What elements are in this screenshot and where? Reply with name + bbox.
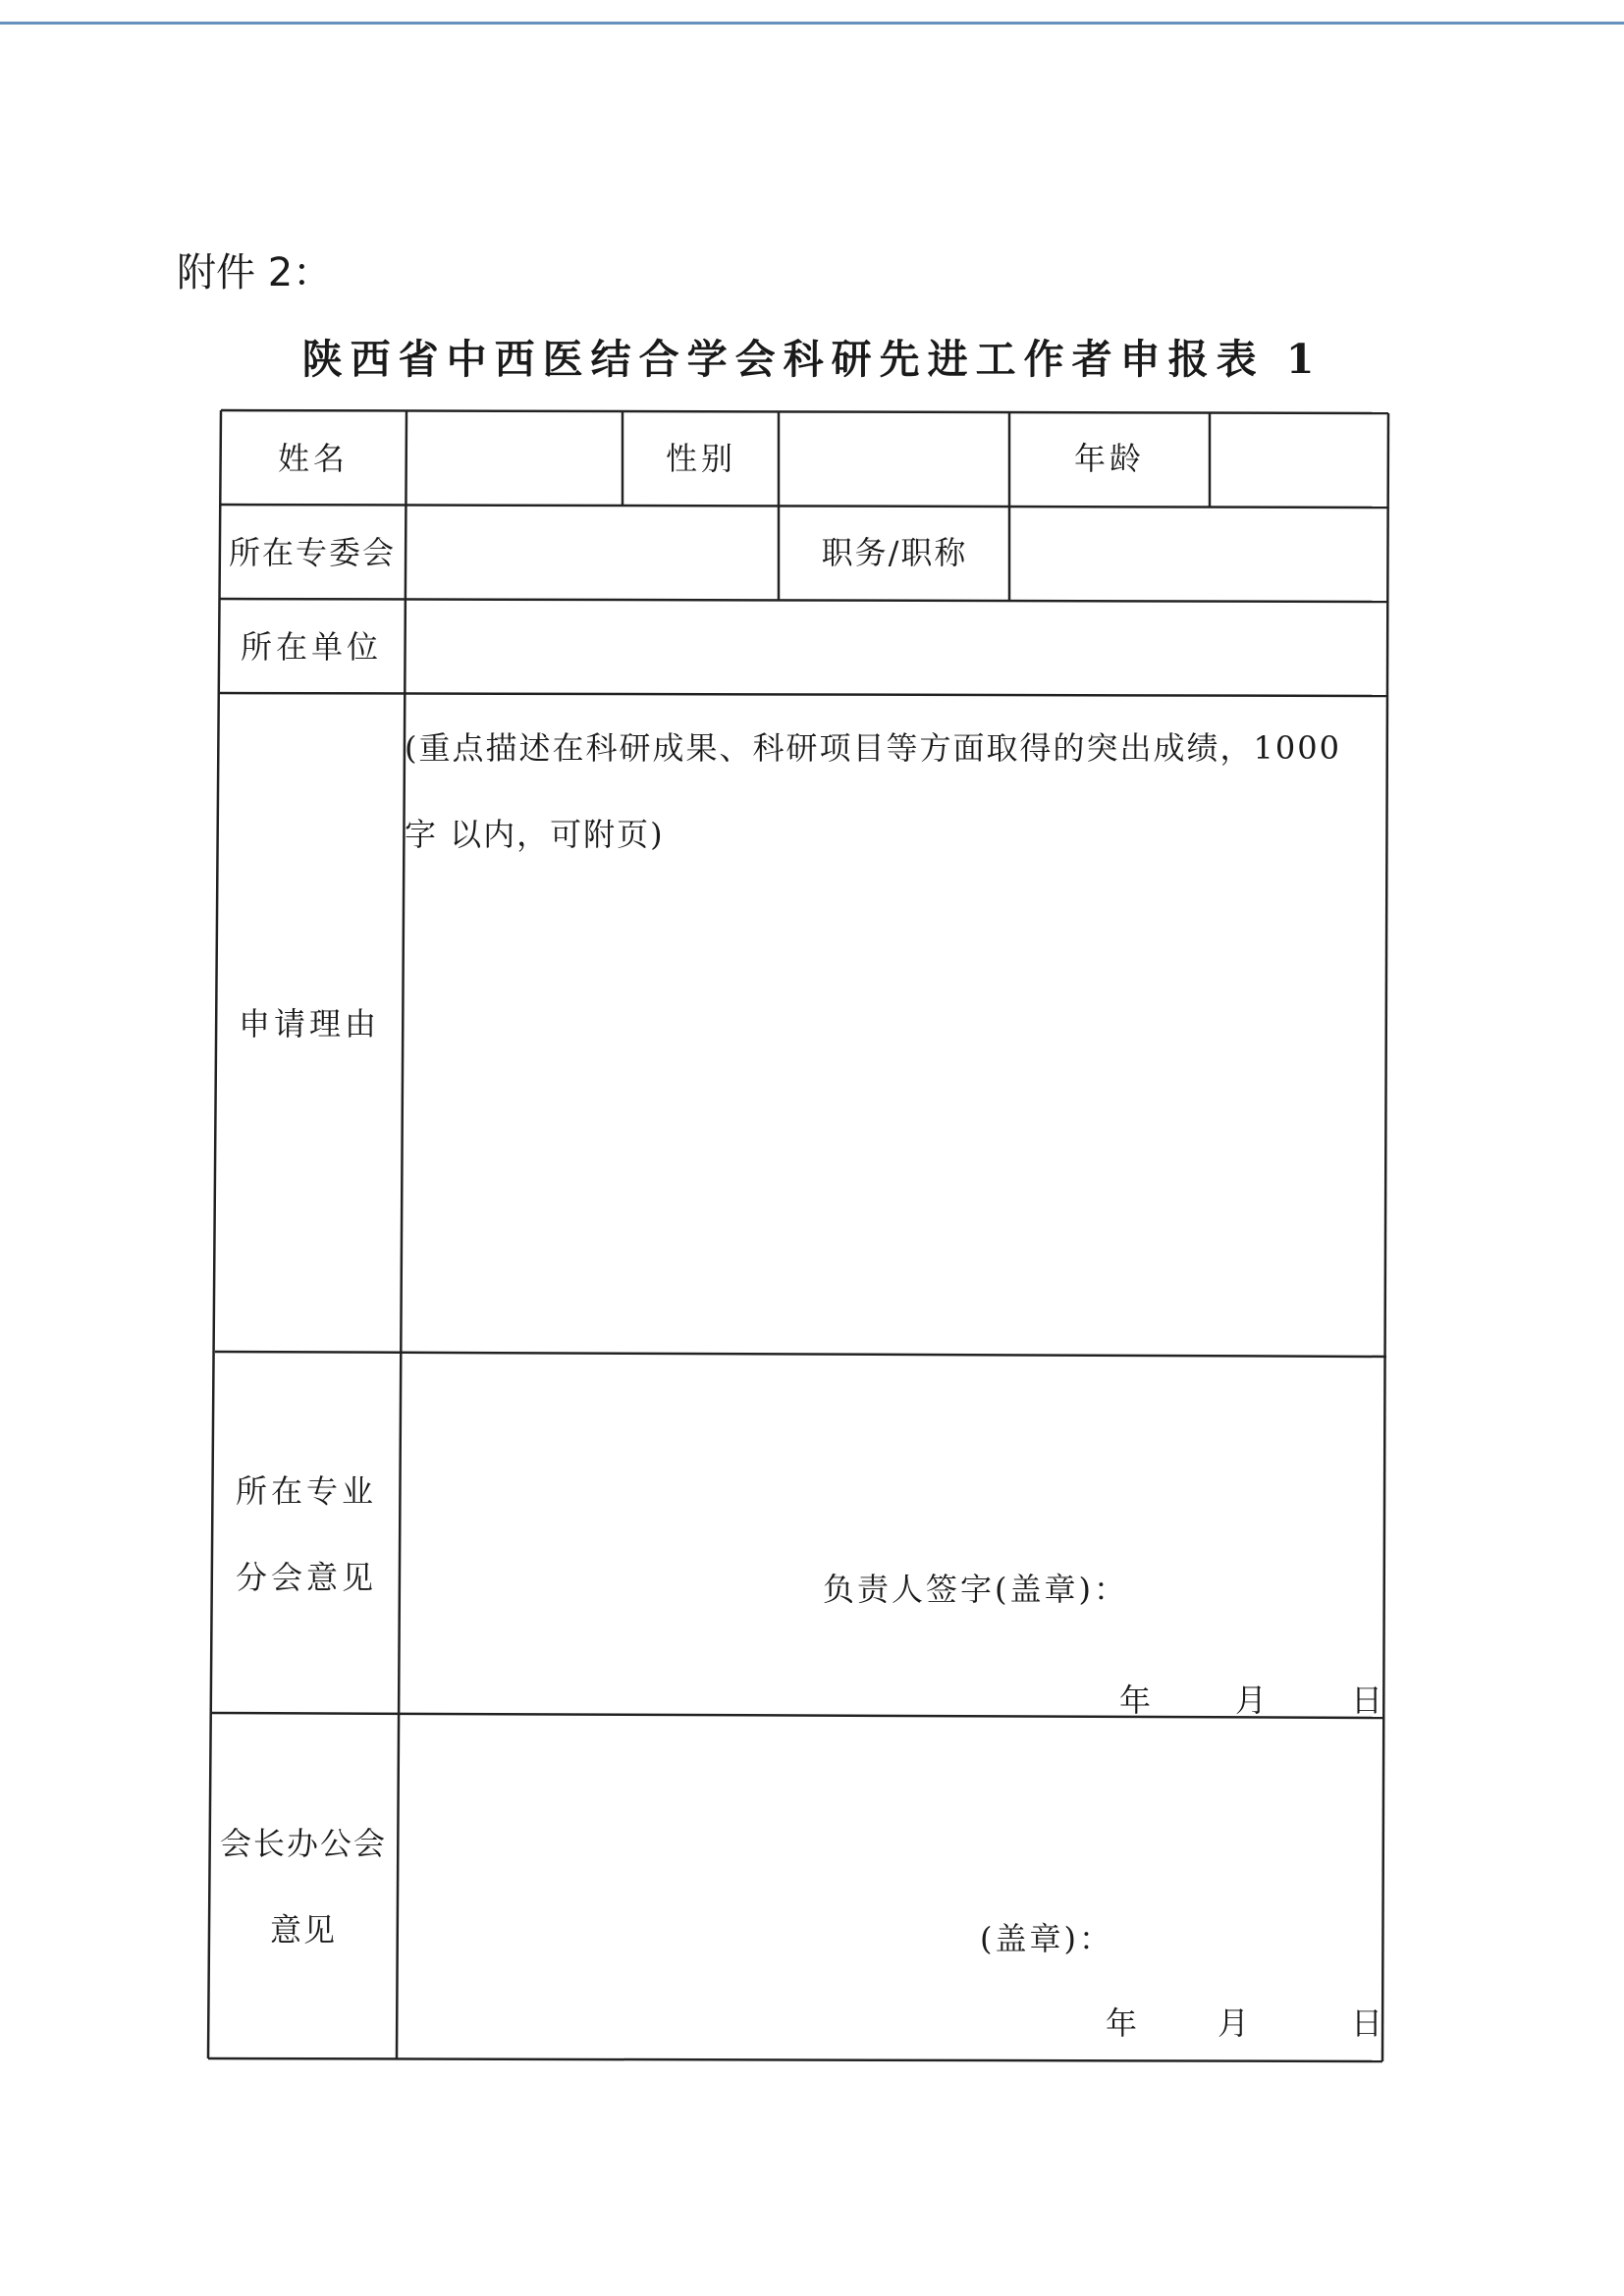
branch-date-month: 月	[1235, 1682, 1268, 1719]
committee-label: 所在专委会	[228, 534, 396, 571]
age-input-cell[interactable]	[1212, 412, 1386, 505]
president-signature-label: (盖章)：	[980, 1920, 1113, 1957]
president-date-year: 年	[1106, 2004, 1138, 2042]
form-title: 陕西省中西医结合学会科研先进工作者申报表 1	[301, 336, 1323, 383]
branch-signature-label: 负责人签字(盖章)：	[823, 1571, 1128, 1608]
branch-date-year: 年	[1119, 1682, 1152, 1719]
president-opinion-label	[210, 1716, 397, 2057]
name-input-cell[interactable]	[408, 412, 621, 505]
unit-label: 所在单位	[240, 628, 382, 666]
committee-input-cell[interactable]	[408, 507, 778, 599]
president-date-day: 日	[1351, 2004, 1383, 2042]
gender-input-cell[interactable]	[782, 412, 1007, 505]
branch-opinion-label-line2: 分会意见	[235, 1559, 377, 1596]
unit-input-cell[interactable]	[406, 601, 1386, 693]
gender-label: 性别	[665, 440, 736, 477]
attachment-label: 附件 2：	[177, 250, 333, 295]
reason-label: 申请理由	[238, 1005, 380, 1042]
branch-date-day: 日	[1351, 1682, 1383, 1719]
president-opinion-label-line1: 会长办公会	[219, 1825, 387, 1862]
president-opinion-label-line2: 意见	[269, 1911, 337, 1949]
position-input-cell[interactable]	[1011, 507, 1386, 599]
age-label: 年龄	[1073, 440, 1145, 477]
reason-hint-text: (重点描述在科研成果、科研项目等方面取得的突出成绩，1000 字 以内，可附页)	[405, 729, 1341, 853]
president-date-month: 月	[1218, 2004, 1250, 2042]
position-label: 职务/职称	[821, 534, 968, 571]
name-label: 姓名	[277, 440, 349, 477]
branch-opinion-label-line1: 所在专业	[235, 1472, 377, 1510]
branch-opinion-label	[214, 1355, 399, 1714]
